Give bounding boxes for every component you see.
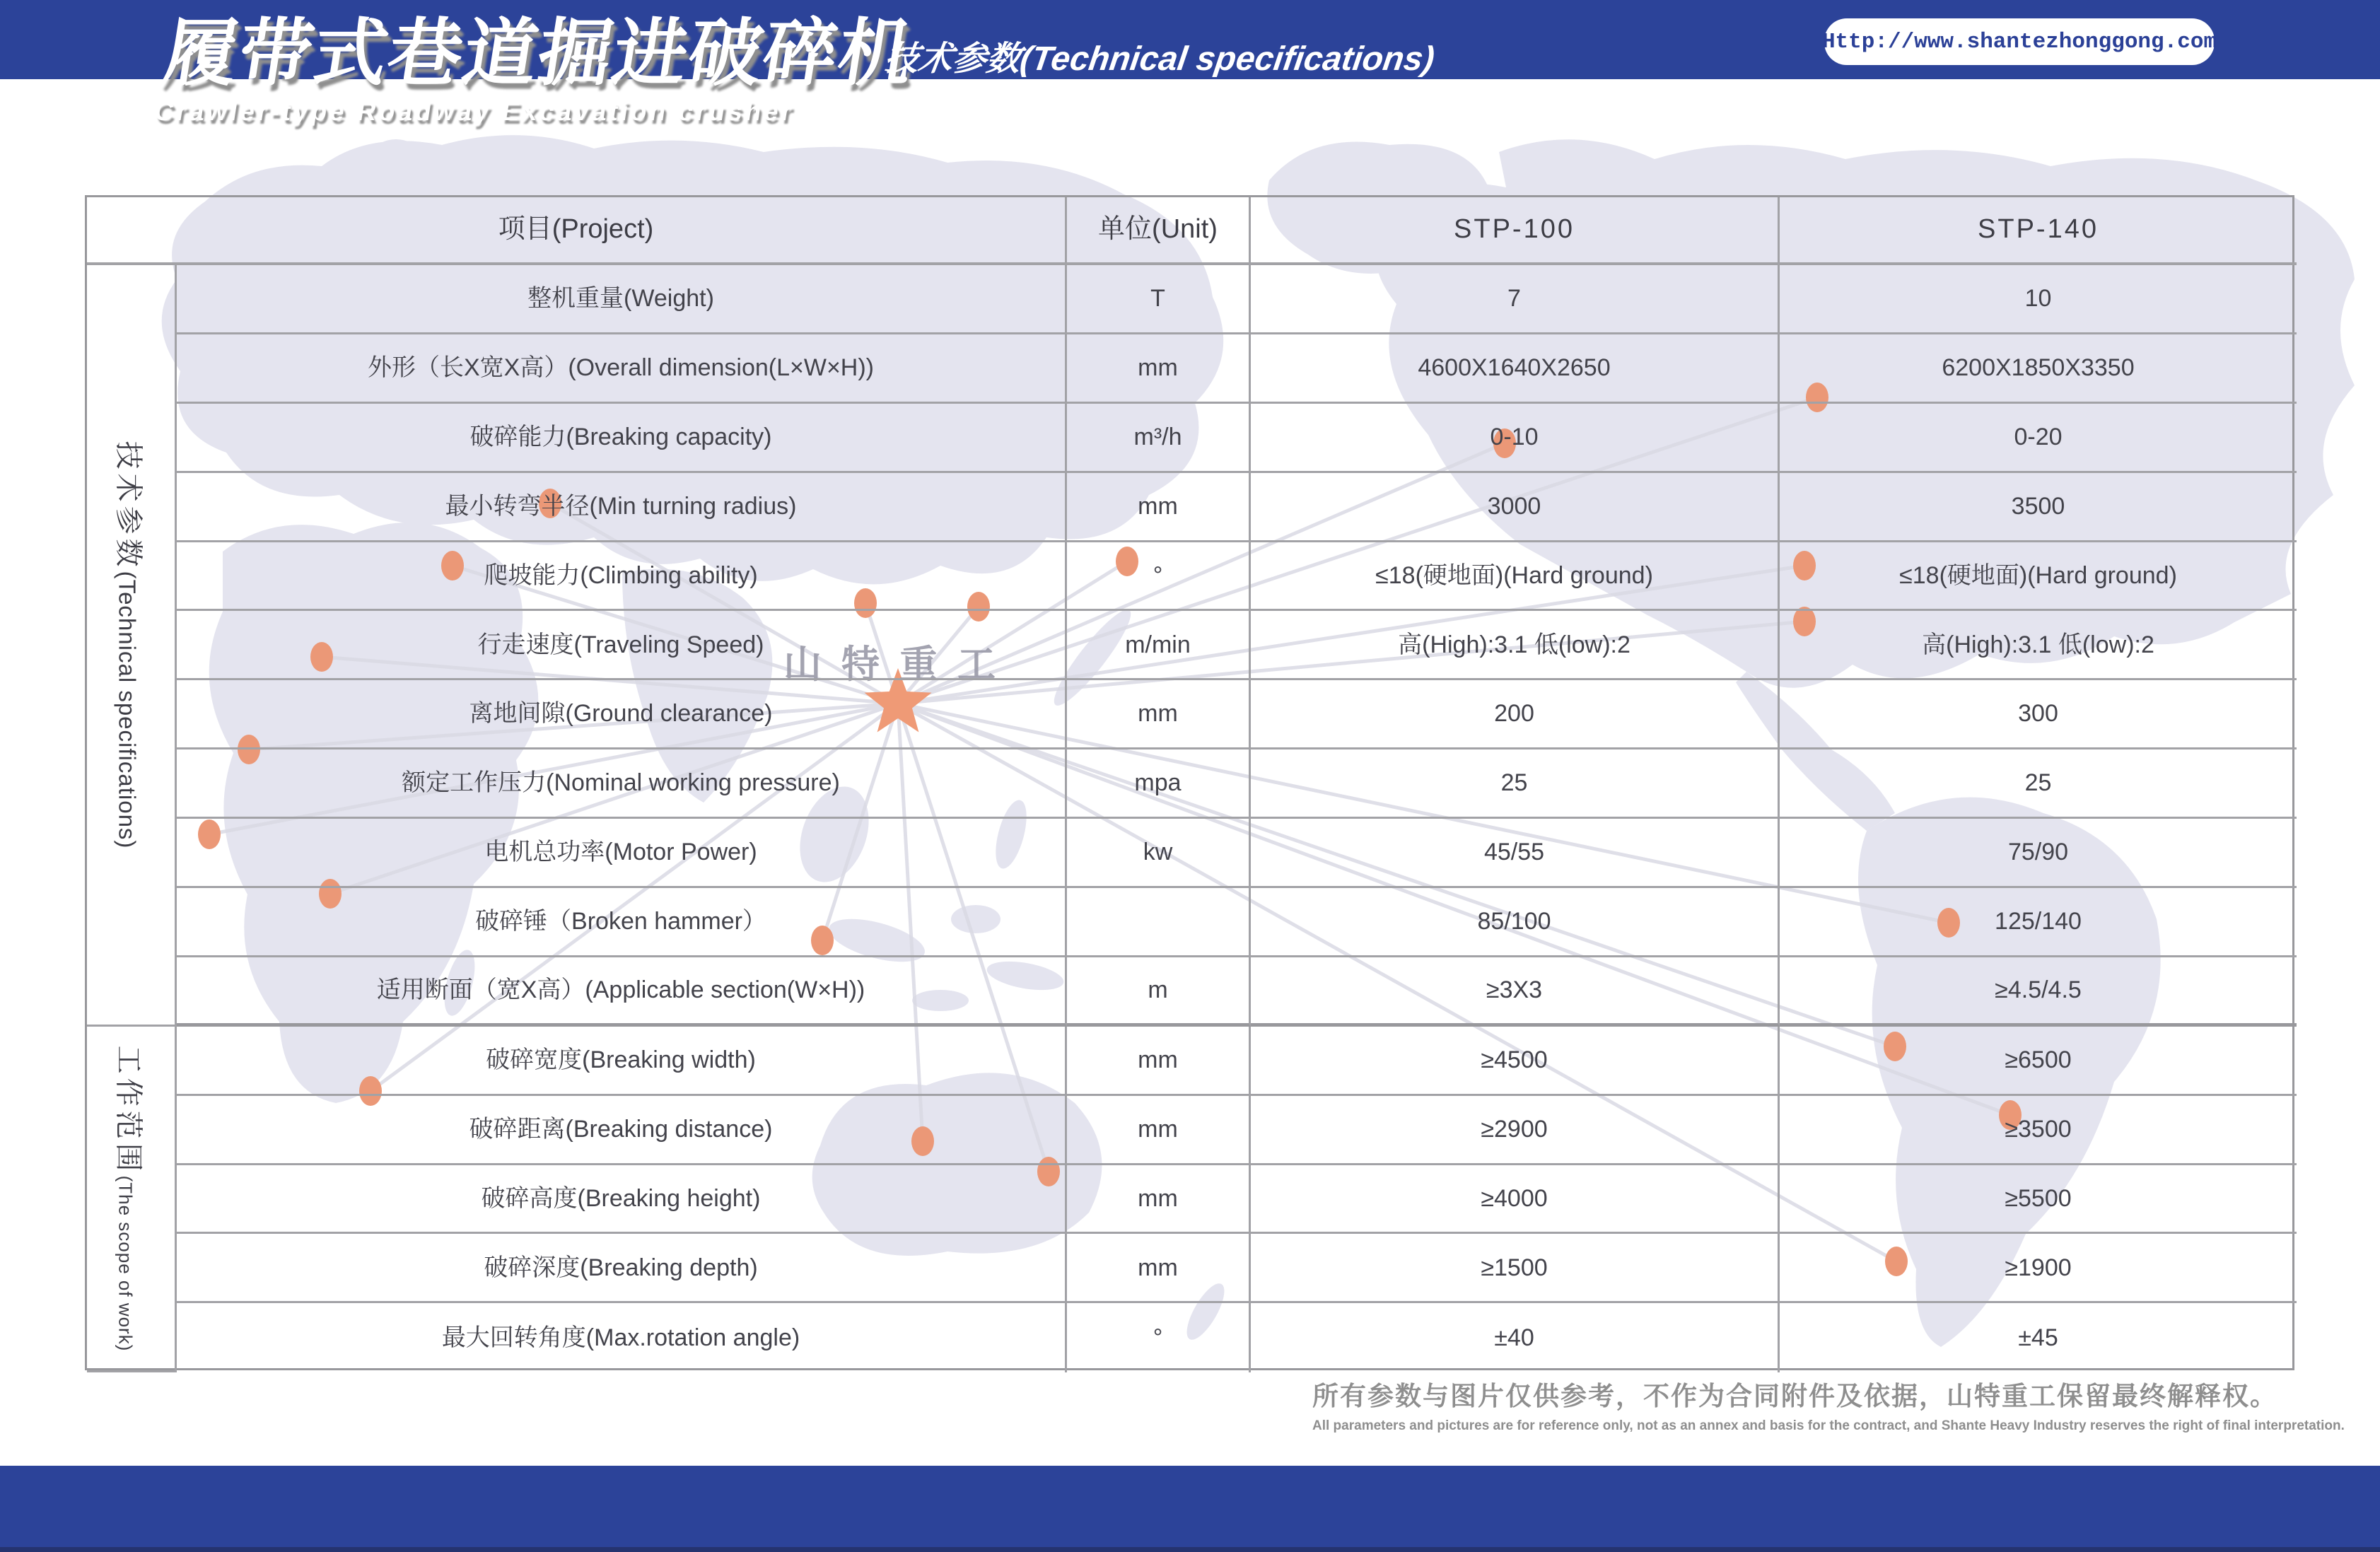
unit-value: m bbox=[1067, 957, 1251, 1027]
column-header-project: 项目(Project) bbox=[87, 197, 1067, 265]
stp140-value: 10 bbox=[1780, 265, 2297, 334]
stp100-value: ≥4000 bbox=[1251, 1165, 1780, 1235]
unit-value: mm bbox=[1067, 1096, 1251, 1165]
stp100-value: 25 bbox=[1251, 749, 1780, 819]
unit-value: mm bbox=[1067, 473, 1251, 542]
project-label: 破碎能力(Breaking capacity) bbox=[177, 404, 1067, 473]
stp100-value: ≤18(硬地面)(Hard ground) bbox=[1251, 542, 1780, 612]
page-subtitle: Crawler-type Roadway Excavation crusher bbox=[152, 97, 797, 127]
brand-watermark: 山特重工 bbox=[783, 643, 1015, 686]
unit-value: mm bbox=[1067, 680, 1251, 749]
disclaimer-text-en: All parameters and pictures are for reference only, not as an annex and basis for the contract, and Shante Heavy Industry reserves the right of final interpretation. bbox=[1312, 1418, 2345, 1433]
unit-value: T bbox=[1067, 265, 1251, 334]
stp100-value: 7 bbox=[1251, 265, 1780, 334]
stp100-value: 45/55 bbox=[1251, 819, 1780, 888]
stp140-value: ≥3500 bbox=[1780, 1096, 2297, 1165]
column-header-stp100: STP-100 bbox=[1251, 197, 1780, 265]
project-label: 最小转弯半径(Min turning radius) bbox=[177, 473, 1067, 542]
project-label: 破碎深度(Breaking depth) bbox=[177, 1234, 1067, 1303]
spec-table bbox=[85, 195, 2294, 1370]
stp140-value: 125/140 bbox=[1780, 888, 2297, 957]
stp100-value: ±40 bbox=[1251, 1303, 1780, 1372]
project-label: 爬坡能力(Climbing ability) bbox=[177, 542, 1067, 612]
unit-value: m³/h bbox=[1067, 404, 1251, 473]
stp100-value: 4600X1640X2650 bbox=[1251, 334, 1780, 404]
stp100-value: ≥2900 bbox=[1251, 1096, 1780, 1165]
stp140-value: 25 bbox=[1780, 749, 2297, 819]
stp140-value: ±45 bbox=[2018, 1324, 2058, 1351]
stp140-value: 3500 bbox=[1780, 473, 2297, 542]
stp100-value: 3000 bbox=[1251, 473, 1780, 542]
stp100-value: ≥3X3 bbox=[1251, 957, 1780, 1027]
section-label-technical-specifications bbox=[87, 265, 177, 1027]
page-title-block bbox=[152, 13, 921, 127]
stp140-value: 6200X1850X3350 bbox=[1780, 334, 2297, 404]
disclaimer-text-cn: 所有参数与图片仅供参考，不作为合同附件及依据，山特重工保留最终解释权。 bbox=[1312, 1382, 2277, 1411]
section-label-scope-of-work bbox=[87, 1027, 177, 1372]
bottom-banner-bar bbox=[0, 1466, 2380, 1552]
project-label: 额定工作压力(Nominal working pressure) bbox=[177, 749, 1067, 819]
stp100-value: 0-10 bbox=[1251, 404, 1780, 473]
website-url-text: Http://www.shantezhonggong.com bbox=[1821, 29, 2217, 54]
project-label: 最大回转角度(Max.rotation angle) bbox=[177, 1303, 1067, 1372]
project-label: 破碎高度(Breaking height) bbox=[177, 1165, 1067, 1235]
stp100-value: 85/100 bbox=[1251, 888, 1780, 957]
project-label: 破碎宽度(Breaking width) bbox=[177, 1027, 1067, 1096]
unit-value: m/min bbox=[1067, 611, 1251, 680]
stp140-value: 75/90 bbox=[1780, 819, 2297, 888]
stp140-value: ≤18(硬地面)(Hard ground) bbox=[1780, 542, 2297, 612]
project-label: 离地间隙(Ground clearance) bbox=[177, 680, 1067, 749]
stp140-value: ≥6500 bbox=[1780, 1027, 2297, 1096]
stp140-value: 高(High):3.1 低(low):2 bbox=[1780, 611, 2297, 680]
project-label: 行走速度(Traveling Speed) bbox=[177, 611, 1067, 680]
stp140-value: ≥5500 bbox=[1780, 1165, 2297, 1235]
stp100-value: ≥1500 bbox=[1251, 1234, 1780, 1303]
disclaimer-block bbox=[1312, 1375, 2345, 1434]
section-label-cn: 工作范围 bbox=[112, 1045, 144, 1176]
stp140-value: ≥1900 bbox=[1780, 1234, 2297, 1303]
website-link[interactable] bbox=[1821, 18, 2217, 65]
unit-value: ° bbox=[1067, 1303, 1251, 1372]
column-header-unit: 单位(Unit) bbox=[1067, 197, 1251, 265]
unit-value bbox=[1067, 888, 1251, 957]
column-header-stp140: STP-140 bbox=[1780, 197, 2297, 265]
unit-value: mm bbox=[1067, 1027, 1251, 1096]
unit-value: mm bbox=[1067, 334, 1251, 404]
project-label: 破碎距离(Breaking distance) bbox=[177, 1096, 1067, 1165]
unit-value: kw bbox=[1067, 819, 1251, 888]
project-label: 整机重量(Weight) bbox=[177, 265, 1067, 334]
unit-value: mm bbox=[1067, 1165, 1251, 1235]
stp140-value: 0-20 bbox=[1780, 404, 2297, 473]
stp140-value: 300 bbox=[1780, 680, 2297, 749]
stp100-value: 200 bbox=[1251, 680, 1780, 749]
bottom-edge-strip bbox=[0, 1547, 2380, 1552]
project-label: 破碎锤（Broken hammer） bbox=[177, 888, 1067, 957]
project-label: 适用断面（宽X高）(Applicable section(W×H)) bbox=[177, 957, 1067, 1027]
stp140-value: ≥4.5/4.5 bbox=[1780, 957, 2297, 1027]
section-label-cn: 技术参数 bbox=[112, 440, 144, 571]
section-caption: 技术参数(Technical specifications) bbox=[882, 40, 1437, 78]
section-label-en: (Technical specifications) bbox=[114, 571, 141, 849]
project-label: 电机总功率(Motor Power) bbox=[177, 819, 1067, 888]
stp100-value: ≥4500 bbox=[1251, 1027, 1780, 1096]
section-label-en: (The scope of work) bbox=[115, 1175, 136, 1352]
project-label: 外形（长X宽X高）(Overall dimension(L×W×H)) bbox=[177, 334, 1067, 404]
stp100-value: 高(High):3.1 低(low):2 bbox=[1251, 611, 1780, 680]
unit-value: mpa bbox=[1067, 749, 1251, 819]
unit-value: mm bbox=[1067, 1234, 1251, 1303]
page-title: 履带式巷道掘进破碎机 bbox=[157, 13, 921, 95]
unit-value: ° bbox=[1067, 542, 1251, 612]
